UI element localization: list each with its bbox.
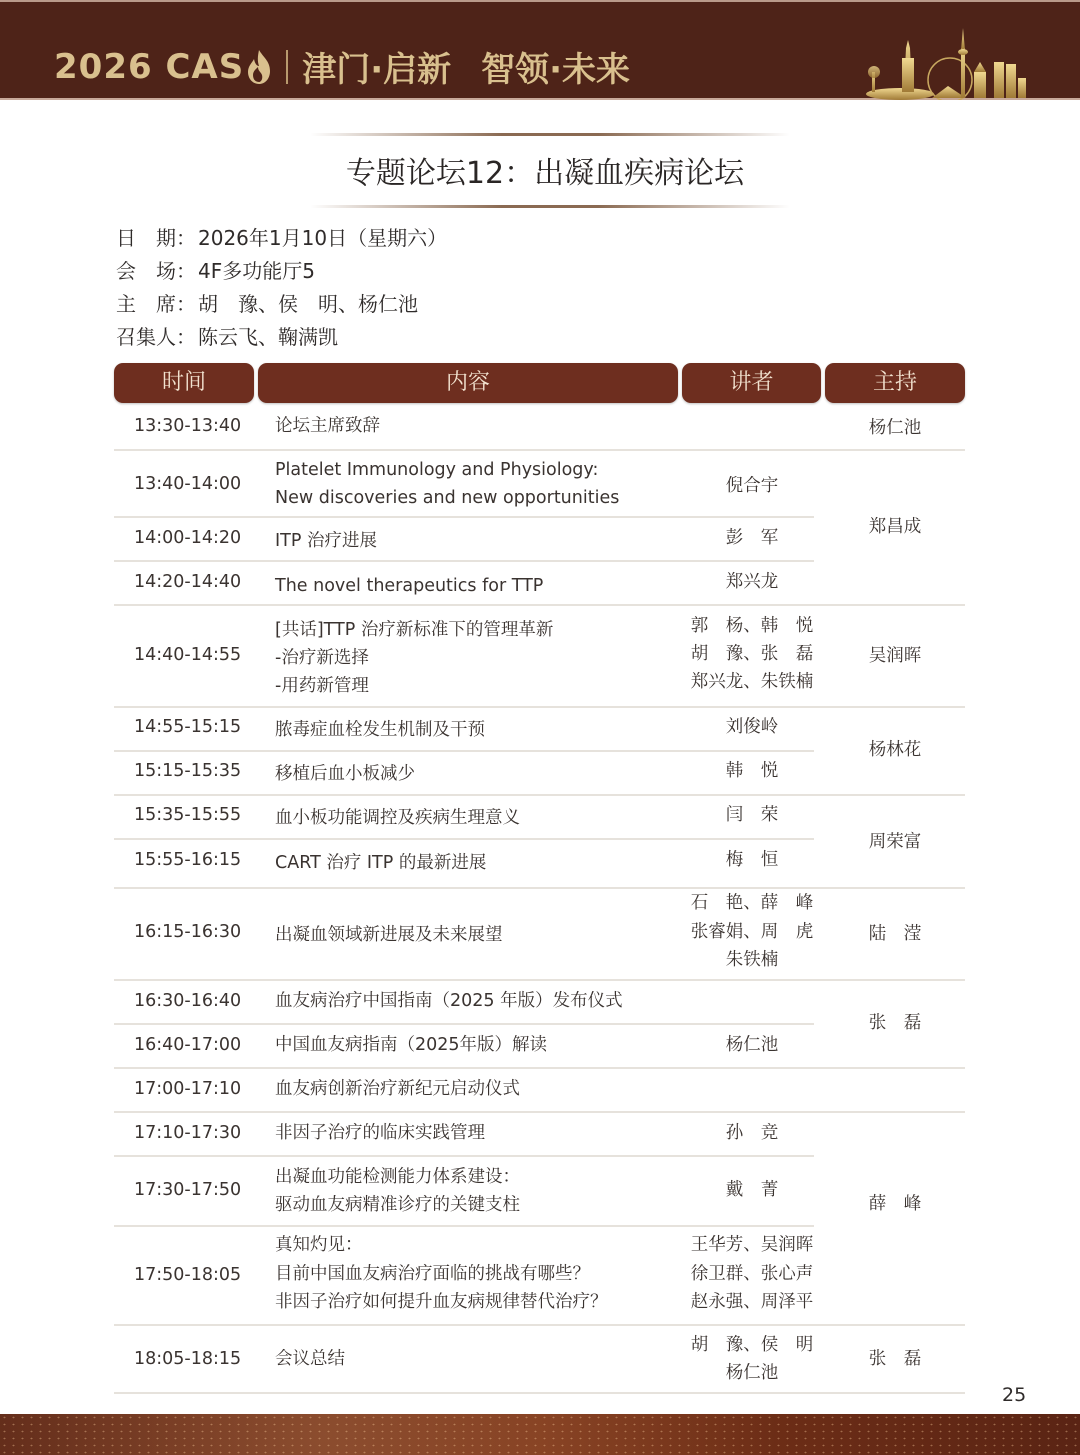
row-divider: [114, 1023, 814, 1025]
row-time: 17:50-18:05: [134, 1265, 242, 1285]
row-time: 16:15-16:30: [134, 922, 242, 942]
row-time: 14:55-15:15: [134, 717, 242, 737]
info-label: 会 场：: [116, 259, 196, 283]
row-speaker: 韩 悦: [725, 761, 779, 781]
row-speaker: 郑兴龙、朱铁楠: [690, 672, 814, 692]
footer-banner: [0, 1414, 1080, 1455]
row-host: 张 磊: [868, 1013, 922, 1033]
row-speaker: 石 艳、薛 峰: [690, 893, 814, 913]
row-host: 陆 滢: [868, 924, 922, 944]
info-date: [116, 222, 447, 255]
row-content: -用药新管理: [275, 676, 369, 696]
row-content: 血友病创新治疗新纪元启动仪式: [275, 1079, 520, 1099]
info-value: 4F多功能厅5: [198, 259, 315, 283]
row-time: 17:30-17:50: [134, 1180, 242, 1200]
row-time: 17:10-17:30: [134, 1123, 242, 1143]
row-speaker: 杨仁池: [725, 1035, 779, 1055]
column-header-speaker: 讲者: [682, 363, 821, 403]
row-content: 真知灼见：: [275, 1235, 363, 1255]
row-speaker: 赵永强、周泽平: [690, 1292, 814, 1312]
row-content: The novel therapeutics for TTP: [275, 576, 544, 596]
row-content: 血友病治疗中国指南（2025 年版）发布仪式: [275, 991, 623, 1011]
row-time: 16:40-17:00: [134, 1035, 242, 1055]
row-speaker: 闫 荣: [725, 805, 779, 825]
header-banner: [0, 0, 1080, 100]
column-header-host: 主持: [825, 363, 965, 403]
row-time: 18:05-18:15: [134, 1349, 242, 1369]
row-time: 16:30-16:40: [134, 991, 242, 1011]
row-content: 驱动血友病精准诊疗的关键支柱: [275, 1195, 520, 1215]
row-divider: [114, 1111, 965, 1113]
row-divider: [114, 794, 965, 796]
row-divider: [114, 1392, 965, 1394]
city-skyline-icon: [862, 20, 1032, 100]
title-block: [300, 128, 790, 212]
row-speaker: 杨仁池: [725, 1363, 779, 1383]
row-divider: [114, 1225, 814, 1227]
info-venue: [116, 255, 447, 288]
row-content: 目前中国血友病治疗面临的挑战有哪些？: [275, 1264, 590, 1284]
row-divider: [114, 560, 814, 562]
page-title: 专题论坛12：出凝血疾病论坛: [345, 156, 745, 191]
row-divider: [114, 706, 965, 708]
row-time: 15:15-15:35: [134, 761, 242, 781]
row-speaker: 胡 豫、张 磊: [690, 644, 814, 664]
slogan-2: 智领·未来: [481, 50, 631, 90]
row-speaker: 刘俊岭: [725, 717, 779, 737]
column-header-time: 时间: [114, 363, 254, 403]
row-content: CART 治疗 ITP 的最新进展: [275, 853, 487, 873]
row-speaker: 倪合宇: [725, 476, 779, 496]
info-value: 2026年1月10日（星期六）: [198, 226, 448, 250]
row-divider: [114, 1155, 814, 1157]
row-time: 17:00-17:10: [134, 1079, 242, 1099]
row-content: 移植后血小板减少: [275, 764, 415, 784]
row-time: 15:35-15:55: [134, 805, 242, 825]
row-time: 13:30-13:40: [134, 416, 242, 436]
row-content: 论坛主席致辞: [275, 416, 380, 436]
row-time: 14:00-14:20: [134, 528, 242, 548]
row-content: 会议总结: [275, 1349, 345, 1369]
column-header-content: 内容: [258, 363, 678, 403]
info-value: 陈云飞、鞠满凯: [198, 325, 338, 349]
row-content: 出凝血功能检测能力体系建设：: [275, 1167, 520, 1187]
row-divider: [114, 604, 965, 606]
row-divider: [114, 1324, 965, 1326]
row-divider: [114, 516, 814, 518]
title-divider-top: [310, 133, 790, 136]
row-content: New discoveries and new opportunities: [275, 488, 620, 508]
row-content: 血小板功能调控及疾病生理意义: [275, 808, 520, 828]
row-time: 14:20-14:40: [134, 572, 242, 592]
brand-logo: [54, 42, 630, 91]
row-content: ITP 治疗进展: [275, 531, 377, 551]
info-label: 召集人：: [116, 325, 196, 349]
row-host: 杨仁池: [868, 418, 922, 438]
row-speaker: 梅 恒: [725, 850, 779, 870]
row-divider: [114, 838, 814, 840]
row-divider: [114, 887, 965, 889]
info-chairs: [116, 288, 447, 321]
row-host: 郑昌成: [868, 517, 922, 537]
row-speaker: 戴 菁: [725, 1180, 779, 1200]
row-divider: [114, 979, 965, 981]
row-content: Platelet Immunology and Physiology:: [275, 460, 599, 480]
row-host: 周荣富: [868, 832, 922, 852]
row-content: 非因子治疗的临床实践管理: [275, 1123, 485, 1143]
row-content: [共话]TTP 治疗新标准下的管理革新: [275, 620, 554, 640]
row-time: 15:55-16:15: [134, 850, 242, 870]
brand-divider: [286, 50, 288, 84]
page-number: 25: [1002, 1384, 1027, 1406]
row-content: 出凝血领域新进展及未来展望: [275, 925, 503, 945]
row-divider: [114, 449, 965, 451]
row-host: 杨林花: [868, 740, 922, 760]
row-divider: [114, 1067, 965, 1069]
row-speaker: 徐卫群、张心声: [690, 1264, 814, 1284]
footer-pattern: [0, 1414, 1080, 1455]
row-host: 吴润晖: [868, 646, 922, 666]
row-speaker: 王华芳、吴润晖: [690, 1235, 814, 1255]
info-label: 主 席：: [116, 292, 196, 316]
info-value: 胡 豫、侯 明、杨仁池: [198, 292, 418, 316]
info-label: 日 期：: [116, 226, 196, 250]
row-content: 中国血友病指南（2025年版）解读: [275, 1035, 548, 1055]
row-speaker: 郭 杨、韩 悦: [690, 616, 814, 636]
title-divider-bottom: [310, 205, 790, 208]
row-time: 13:40-14:00: [134, 474, 242, 494]
row-divider: [114, 750, 814, 752]
row-speaker: 郑兴龙: [725, 572, 779, 592]
row-speaker: 张睿娟、周 虎: [690, 922, 814, 942]
session-info: [116, 222, 447, 354]
brand-text: 2026 CAS: [54, 46, 245, 87]
slogan-1: 津门·启新: [302, 50, 452, 90]
row-speaker: 胡 豫、侯 明: [690, 1335, 814, 1355]
row-content: 脓毒症血栓发生机制及干预: [275, 720, 485, 740]
info-convener: [116, 321, 447, 354]
row-host: 张 磊: [868, 1349, 922, 1369]
row-time: 14:40-14:55: [134, 645, 242, 665]
row-speaker: 孙 竞: [725, 1123, 779, 1143]
flame-icon: [246, 49, 272, 85]
row-speaker: 朱铁楠: [725, 950, 779, 970]
row-content: 非因子治疗如何提升血友病规律替代治疗？: [275, 1292, 608, 1312]
row-content: -治疗新选择: [275, 648, 369, 668]
row-speaker: 彭 军: [725, 528, 779, 548]
row-host: 薛 峰: [868, 1194, 922, 1214]
